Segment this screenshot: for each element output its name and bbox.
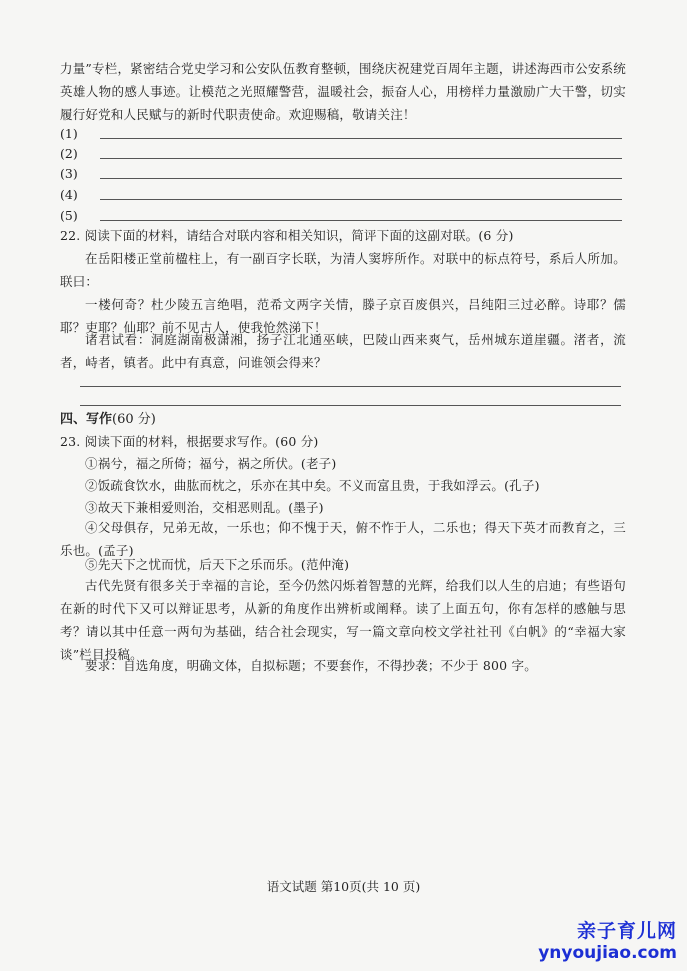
q22-couplet-upper: 一楼何奇？杜少陵五言绝唱，范希文两字关情，滕子京百废俱兴，吕纯阳三过必醉。诗耶？儒耶？吏耶？仙耶？前不见古人，使我怆然涕下！ — [60, 297, 626, 335]
answer-rule — [100, 199, 622, 200]
q23-requirements: 要求：自选角度，明确文体，自拟标题；不要套作，不得抄袭；不少于 800 字。 — [85, 658, 537, 673]
watermark-url: ynyoujiao.com — [538, 943, 677, 963]
answer-line-5 — [60, 204, 622, 224]
q22-answer-rule-2 — [80, 405, 621, 406]
q23-quote-5: ⑤先天下之忧而忧，后天下之乐而乐。(范仲淹) — [85, 557, 350, 572]
intro-paragraph: 力量”专栏，紧密结合党史学习和公安队伍教育整顿，围绕庆祝建党百周年主题，讲述海西市公安系统英雄人物的感人事迹。让模范之光照耀警营，温暖社会，振奋人心，用榜样力量激励广大干警，切实履行好党和人民赋与的新时代职责使命。欢迎赐稿，敬请关注！ — [60, 61, 626, 122]
answer-line-number: (4) — [60, 187, 78, 202]
answer-rule — [100, 220, 622, 221]
answer-rule — [100, 138, 622, 139]
answer-line-number: (3) — [60, 166, 78, 181]
answer-line-2 — [60, 142, 622, 162]
answer-rule — [100, 158, 622, 159]
q23-question: 23. 阅读下面的材料，根据要求写作。(60 分) — [60, 434, 319, 449]
q23-quote-2: ②饭疏食饮水，曲肱而枕之，乐亦在其中矣。不义而富且贵，于我如浮云。(孔子) — [85, 478, 540, 493]
section4-title — [60, 410, 156, 430]
answer-line-4 — [60, 183, 622, 203]
answer-line-number: (1) — [60, 126, 78, 141]
q23-quote-3: ③故天下兼相爱则治，交相恶则乱。(墨子) — [85, 500, 324, 515]
answer-line-3 — [60, 162, 622, 182]
answer-line-1 — [60, 122, 622, 142]
q23-prompt: 古代先贤有很多关于幸福的言论，至今仍然闪烁着智慧的光辉，给我们以人生的启迪；有些语句在新的时代下又可以辩证思考，从新的角度作出辨析或阐释。读了上面五句，你有怎样的感触与思考？请以其中任意一两句为基础，结合社会现实，写一篇文章向校文学社社刊《白帆》的“幸福大家谈”栏目投稿。 — [60, 578, 626, 662]
answer-rule — [100, 178, 622, 179]
section4-title-text: 四、写作 — [60, 412, 113, 427]
answer-line-number: (2) — [60, 146, 78, 161]
q22-question: 22. 阅读下面的材料，请结合对联内容和相关知识，简评下面的这副对联。(6 分) — [60, 228, 514, 243]
q23-quote-1: ①祸兮，福之所倚；福兮，祸之所伏。(老子) — [85, 456, 337, 471]
q22-couplet-lower: 诸君试看：洞庭湖南极潇湘，扬子江北通巫峡，巴陵山西来爽气，岳州城东道崖疆。渚者，流者，峙者，镇者。此中有真意，问谁领会得来？ — [60, 332, 626, 370]
section4-points: (60 分) — [112, 412, 156, 427]
site-watermark — [538, 920, 677, 964]
answer-line-number: (5) — [60, 208, 78, 223]
page-footer: 语文试题 第10页(共 10 页) — [266, 879, 421, 894]
q22-intro: 在岳阳楼正堂前楹柱上，有一副百字长联，为清人窦垿所作。对联中的标点符号，系后人所加。联曰： — [60, 251, 626, 289]
q23-quote-4: ④父母俱存，兄弟无故，一乐也；仰不愧于天，俯不怍于人，二乐也；得天下英才而教育之，三乐也。(孟子) — [60, 520, 626, 558]
watermark-name: 亲子育儿网 — [576, 920, 677, 942]
q22-answer-rule-1 — [80, 386, 621, 387]
